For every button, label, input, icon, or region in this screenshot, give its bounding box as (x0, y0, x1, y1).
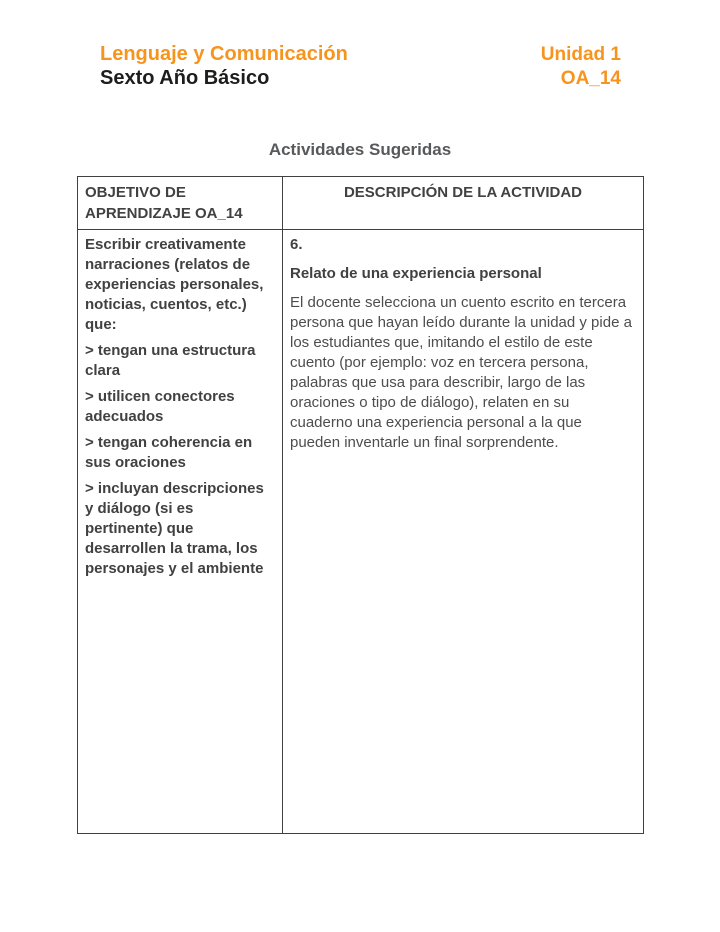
subject-title: Lenguaje y Comunicación (100, 43, 348, 65)
page-title: Actividades Sugeridas (268, 140, 452, 159)
unit-label: Unidad 1 (540, 44, 621, 65)
column-header-descripcion: DESCRIPCIÓN DE LA ACTIVIDAD (283, 177, 644, 230)
activity-number: 6. (290, 236, 303, 253)
activity-cell (283, 230, 644, 834)
page-header (100, 42, 621, 91)
objective-cell (78, 230, 283, 834)
header-right-block (541, 42, 621, 91)
activity-title: Relato de una experiencia personal (290, 265, 542, 282)
oa-code-label: OA_14 (560, 68, 621, 89)
objective-bullet-4: > incluyan descripciones y diálogo (si es pertinente) que desarrollen la trama, los personajes y el ambiente (85, 480, 264, 577)
objective-bullet-2: > utilicen conectores adecuados (85, 388, 235, 425)
objective-intro: Escribir creativamente narraciones (relatos de experiencias personales, noticias, cuentos, etc.) que: (85, 236, 264, 333)
objective-bullet-1: > tengan una estructura clara (85, 342, 256, 379)
activities-table (77, 176, 644, 834)
table-row (78, 230, 644, 834)
objective-bullet-3: > tengan coherencia en sus oraciones (85, 434, 253, 471)
header-left-block (100, 42, 348, 90)
table-header-row (78, 177, 644, 230)
column-header-objetivo: OBJETIVO DE APRENDIZAJE OA_14 (78, 177, 283, 230)
activity-description: El docente selecciona un cuento escrito en tercera persona que hayan leído durante la unidad y pide a los estudiantes que, imitando el estilo de este cuento (por ejemplo: voz en tercera persona, palabras que usa para describir, largo de las oraciones o tipo de diálogo), relaten en su cuaderno una experiencia personal a la que pueden inventarle un final sorprendente. (290, 294, 632, 451)
grade-title: Sexto Año Básico (100, 67, 270, 89)
